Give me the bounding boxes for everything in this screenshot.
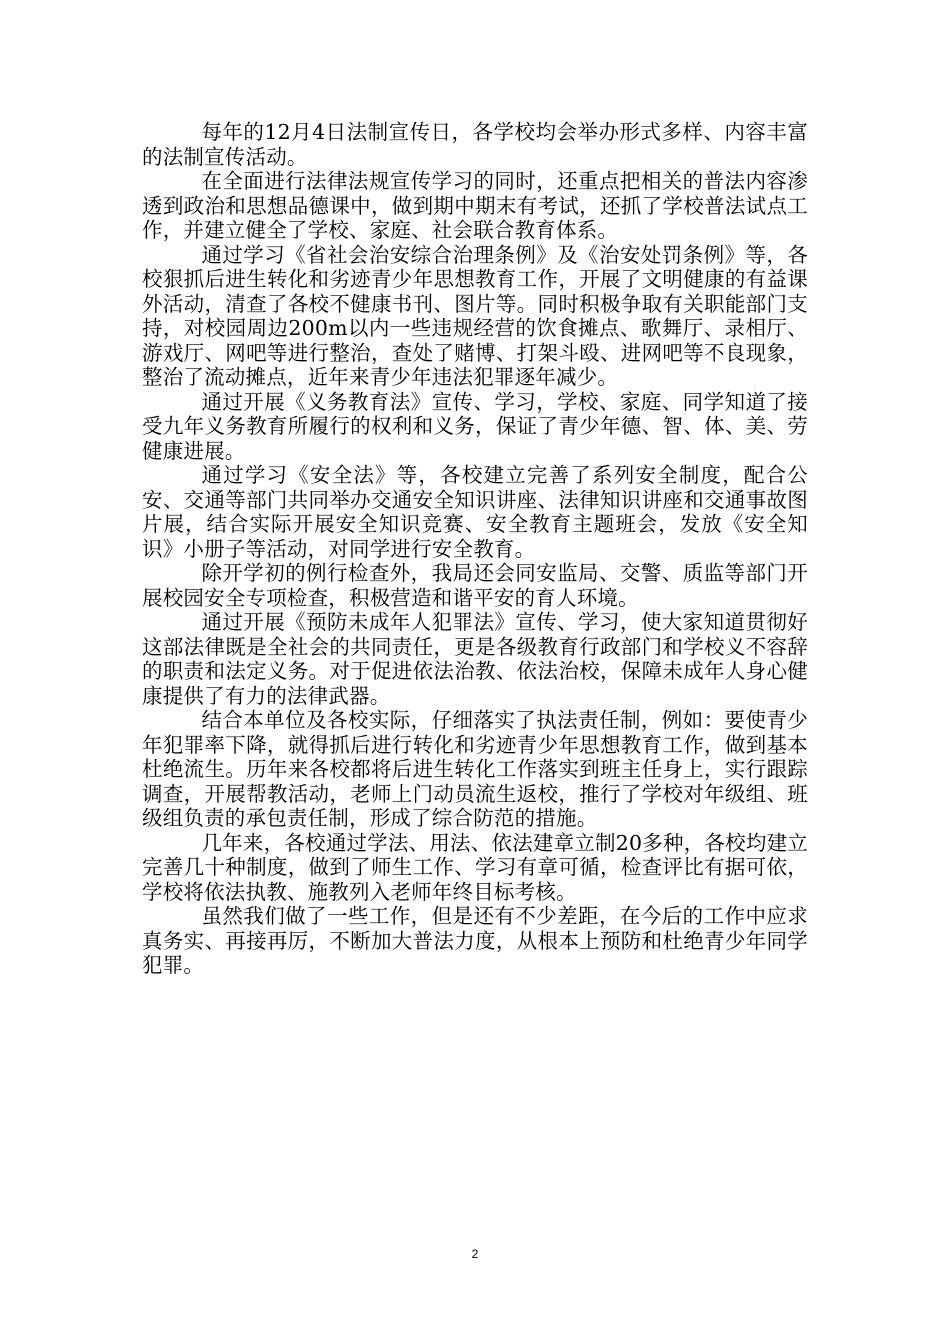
paragraph: 通过开展《义务教育法》宣传、学习，学校、家庭、同学知道了接受九年义务教育所履行的权利和义务，保证了青少年德、智、体、美、劳健康进展。 xyxy=(142,389,808,463)
page-number: 2 xyxy=(471,1247,479,1261)
paragraph: 结合本单位及各校实际，仔细落实了执法责任制，例如：要使青少年犯罪率下降，就得抓后进行转化和劣迹青少年思想教育工作，做到基本杜绝流生。历年来各校都将后进生转化工作落实到班主任身上，实行跟踪调查，开展帮教活动，老师上门动员流生返校，推行了学校对年级组、班级组负责的承包责任制，形成了综合防范的措施。 xyxy=(142,708,808,830)
document-body xyxy=(142,120,808,978)
paragraph: 通过开展《预防未成年人犯罪法》宣传、学习，使大家知道贯彻好这部法律既是全社会的共同责任，更是各级教育行政部门和学校义不容辞的职责和法定义务。对于促进依法治教、依法治校，保障未成年人身心健康提供了有力的法律武器。 xyxy=(142,610,808,708)
paragraph: 几年来，各校通过学法、用法、依法建章立制20多种，各校均建立完善几十种制度，做到了师生工作、学习有章可循，检查评比有据可依，学校将依法执教、施教列入老师年终目标考核。 xyxy=(142,830,808,904)
paragraph: 虽然我们做了一些工作，但是还有不少差距，在今后的工作中应求真务实、再接再厉，不断加大普法力度，从根本上预防和杜绝青少年同学犯罪。 xyxy=(142,904,808,977)
paragraph: 通过学习《安全法》等，各校建立完善了系列安全制度，配合公安、交通等部门共同举办交通安全知识讲座、法律知识讲座和交通事故图片展，结合实际开展安全知识竞赛、安全教育主题班会，发放《安全知识》小册子等活动，对同学进行安全教育。 xyxy=(142,463,808,561)
paragraph: 通过学习《省社会治安综合治理条例》及《治安处罚条例》等，各校狠抓后进生转化和劣迹青少年思想教育工作，开展了文明健康的有益课外活动，清查了各校不健康书刊、图片等。同时积极争取有关职能部门支持，对校园周边200m以内一些违规经营的饮食摊点、歌舞厅、录相厅、游戏厅、网吧等进行整治，查处了赌博、打架斗殴、进网吧等不良现象，整治了流动摊点，近年来青少年违法犯罪逐年减少。 xyxy=(142,242,808,389)
paragraph: 在全面进行法律法规宣传学习的同时，还重点把相关的普法内容渗透到政治和思想品德课中，做到期中期末有考试，还抓了学校普法试点工作，并建立健全了学校、家庭、社会联合教育体系。 xyxy=(142,169,808,242)
paragraph: 每年的12月4日法制宣传日，各学校均会举办形式多样、内容丰富的法制宣传活动。 xyxy=(142,120,808,169)
paragraph: 除开学初的例行检查外，我局还会同安监局、交警、质监等部门开展校园安全专项检查，积极营造和谐平安的育人环境。 xyxy=(142,561,808,610)
